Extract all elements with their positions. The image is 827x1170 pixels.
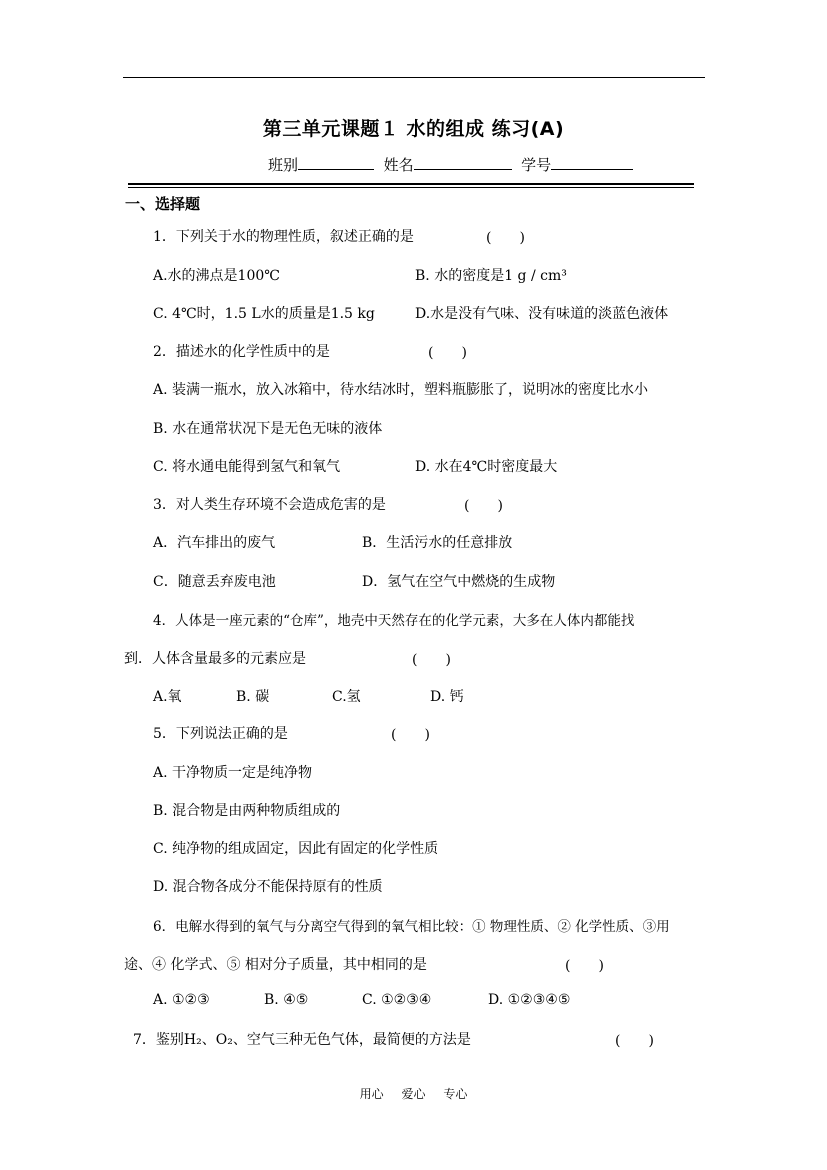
footer-word-3: 专心 — [443, 1087, 468, 1101]
q5-option-b: B. 混合物是由两种物质组成的 — [153, 803, 341, 819]
q6-option-b: B. ④⑤ — [264, 992, 309, 1008]
q6-option-d: D. ①②③④⑤ — [488, 992, 571, 1008]
question-2-paren: ( ) — [428, 345, 467, 361]
class-blank[interactable] — [298, 155, 374, 170]
section-heading: 一、选择题 — [125, 195, 201, 213]
q6-option-c: C. ①②③④ — [362, 992, 432, 1008]
question-3-paren: ( ) — [464, 498, 503, 514]
q4-option-b: B. 碳 — [236, 689, 270, 705]
footer-word-1: 用心 — [359, 1087, 384, 1101]
question-1: 1．下列关于水的物理性质，叙述正确的是 — [153, 229, 414, 245]
page-title: 第三单元课题１ 水的组成 练习(A) — [262, 118, 565, 140]
q3-option-d: D．氢气在空气中燃烧的生成物 — [362, 574, 556, 590]
name-label: 姓名 — [383, 156, 414, 174]
number-label: 学号 — [521, 156, 552, 174]
question-7: 7．鉴别H₂、O₂、空气三种无色气体，最简便的方法是 — [133, 1032, 471, 1048]
q6-option-a: A. ①②③ — [153, 992, 210, 1008]
q1-option-b: B. 水的密度是1 g / cm³ — [415, 268, 567, 284]
page-footer — [0, 1085, 827, 1102]
divider-thin — [128, 187, 694, 188]
q2-option-a: A. 装满一瓶水，放入冰箱中，待水结冰时，塑料瓶膨胀了，说明冰的密度比水小 — [153, 382, 649, 398]
question-6-cont: 途、④ 化学式、⑤ 相对分子质量，其中相同的是 — [124, 957, 427, 973]
q2-option-b: B. 水在通常状况下是无色无味的液体 — [153, 421, 383, 437]
question-3: 3．对人类生存环境不会造成危害的是 — [153, 497, 386, 513]
q1-option-d: D.水是没有气味、没有味道的淡蓝色液体 — [415, 306, 669, 322]
header-rule — [123, 77, 705, 78]
student-info — [268, 154, 633, 175]
question-1-paren: ( ) — [486, 230, 525, 246]
number-blank[interactable] — [551, 155, 633, 170]
q4-option-a: A.氧 — [153, 689, 182, 705]
question-6: 6．电解水得到的氧气与分离空气得到的氧气相比较：① 物理性质、② 化学性质、③用 — [153, 919, 670, 935]
q3-option-a: A．汽车排出的废气 — [153, 535, 276, 551]
q3-option-b: B．生活污水的任意排放 — [362, 535, 513, 551]
q4-option-d: D. 钙 — [430, 689, 464, 705]
footer-word-2: 爱心 — [401, 1087, 426, 1101]
class-label: 班别 — [268, 156, 299, 174]
question-5: 5．下列说法正确的是 — [153, 726, 288, 742]
q5-option-d: D. 混合物各成分不能保持原有的性质 — [153, 879, 383, 895]
q4-option-c: C.氢 — [332, 689, 361, 705]
q1-option-c: C. 4℃时，1.5 L水的质量是1.5 kg — [153, 306, 375, 322]
question-5-paren: ( ) — [391, 727, 430, 743]
question-7-paren: ( ) — [615, 1033, 654, 1049]
q3-option-c: C．随意丢弃废电池 — [153, 574, 276, 590]
question-2: 2．描述水的化学性质中的是 — [153, 344, 330, 360]
q2-option-d: D. 水在4℃时密度最大 — [415, 459, 558, 475]
q1-option-a: A.水的沸点是100℃ — [153, 268, 280, 284]
q5-option-c: C. 纯净物的组成固定，因此有固定的化学性质 — [153, 841, 439, 857]
question-4-cont: 到．人体含量最多的元素应是 — [124, 651, 306, 667]
divider-thick — [128, 183, 694, 185]
q2-option-c: C. 将水通电能得到氢气和氧气 — [153, 459, 341, 475]
name-blank[interactable] — [414, 155, 512, 170]
question-4-paren: ( ) — [412, 652, 451, 668]
q5-option-a: A. 干净物质一定是纯净物 — [153, 765, 313, 781]
question-4: 4．人体是一座元素的“仓库”，地壳中天然存在的化学元素，大多在人体内都能找 — [153, 613, 635, 629]
question-6-paren: ( ) — [565, 958, 604, 974]
